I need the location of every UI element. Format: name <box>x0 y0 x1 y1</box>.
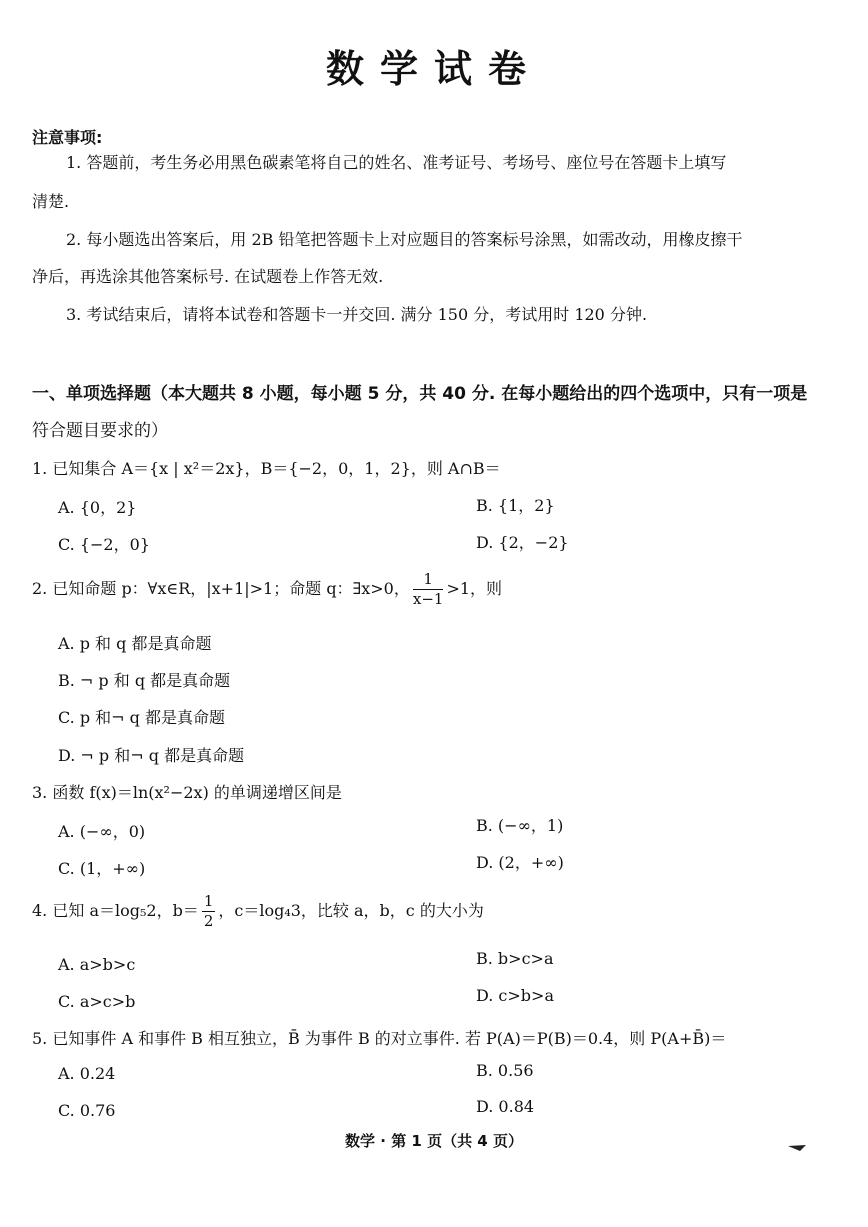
q4-option-c: C. a>c>b <box>58 992 136 1011</box>
q3-option-b: B. (−∞，1) <box>476 816 564 835</box>
notice-item-1-cont: 清楚. <box>32 192 70 211</box>
q5-option-a: A. 0.24 <box>58 1064 116 1083</box>
q1-option-c: C. {−2，0} <box>58 535 150 554</box>
notice-item-2-cont: 净后，再选涂其他答案标号. 在试题卷上作答无效. <box>32 267 384 286</box>
q2-option-d: D. ¬ p 和¬ q 都是真命题 <box>58 746 245 765</box>
q1-option-b: B. {1，2} <box>476 496 555 515</box>
question-5-stem: 5. 已知事件 A 和事件 B 相互独立，B̄ 为事件 B 的对立事件. 若 P(A)＝P(B)＝0.4，则 P(A+B̄)＝ <box>32 1029 727 1048</box>
scan-mark <box>788 1136 806 1142</box>
page-title: 数学试卷 <box>325 47 542 91</box>
notice-item-2: 2. 每小题选出答案后，用 2B 铅笔把答题卡上对应题目的答案标号涂黑，如需改动，用橡皮擦干 <box>66 230 743 249</box>
q2-option-c: C. p 和¬ q 都是真命题 <box>58 708 225 727</box>
question-4-stem: 4. 已知 a＝log₅2，b＝ $\frac{1}{2}$ ，c＝log₄3，比较 a，b，c 的大小为 <box>32 892 484 930</box>
q3-option-a: A. (−∞，0) <box>58 822 146 841</box>
q3-option-c: C. (1，+∞) <box>58 859 146 878</box>
q4-option-d: D. c>b>a <box>476 986 554 1005</box>
q5-option-d: D. 0.84 <box>476 1097 535 1116</box>
q5-option-c: C. 0.76 <box>58 1101 116 1120</box>
section-heading-cont: 符合题目要求的） <box>32 421 168 441</box>
q1-option-d: D. {2，−2} <box>476 533 569 552</box>
q1-option-a: A. {0，2} <box>58 498 137 517</box>
section-heading: 一、单项选择题（本大题共 8 小题，每小题 5 分，共 40 分. 在每小题给出的四个选项中，只有一项是 <box>32 384 808 404</box>
notice-heading: 注意事项: <box>32 128 103 147</box>
notice-item-3: 3. 考试结束后，请将本试卷和答题卡一并交回. 满分 150 分，考试用时 120 分钟. <box>66 305 648 324</box>
q2-option-a: A. p 和 q 都是真命题 <box>58 634 212 653</box>
q4-option-a: A. a>b>c <box>58 955 136 974</box>
notice-item-1: 1. 答题前，考生务必用黑色碳素笔将自己的姓名、准考证号、考场号、座位号在答题卡上填写 <box>66 153 727 172</box>
q3-option-d: D. (2，+∞) <box>476 853 564 872</box>
q4-option-b: B. b>c>a <box>476 949 554 968</box>
question-2-stem: 2. 已知命题 p：∀x∈R，|x+1|>1；命题 q：∃x>0， $\frac{1}{x-1}$ >1，则 <box>32 570 503 608</box>
question-1-stem: 1. 已知集合 A＝{x | x²＝2x}，B＝{−2，0，1，2}，则 A∩B＝ <box>32 459 501 478</box>
q2-option-b: B. ¬ p 和 q 都是真命题 <box>58 671 231 690</box>
fraction: $\frac{1}{2}$ <box>203 892 214 930</box>
question-3-stem: 3. 函数 f(x)＝ln(x²−2x) 的单调递增区间是 <box>32 783 342 802</box>
fraction: $\frac{1}{x-1}$ <box>412 570 444 608</box>
q5-option-b: B. 0.56 <box>476 1061 534 1080</box>
page-footer: 数学 · 第 1 页（共 4 页） <box>345 1132 523 1150</box>
